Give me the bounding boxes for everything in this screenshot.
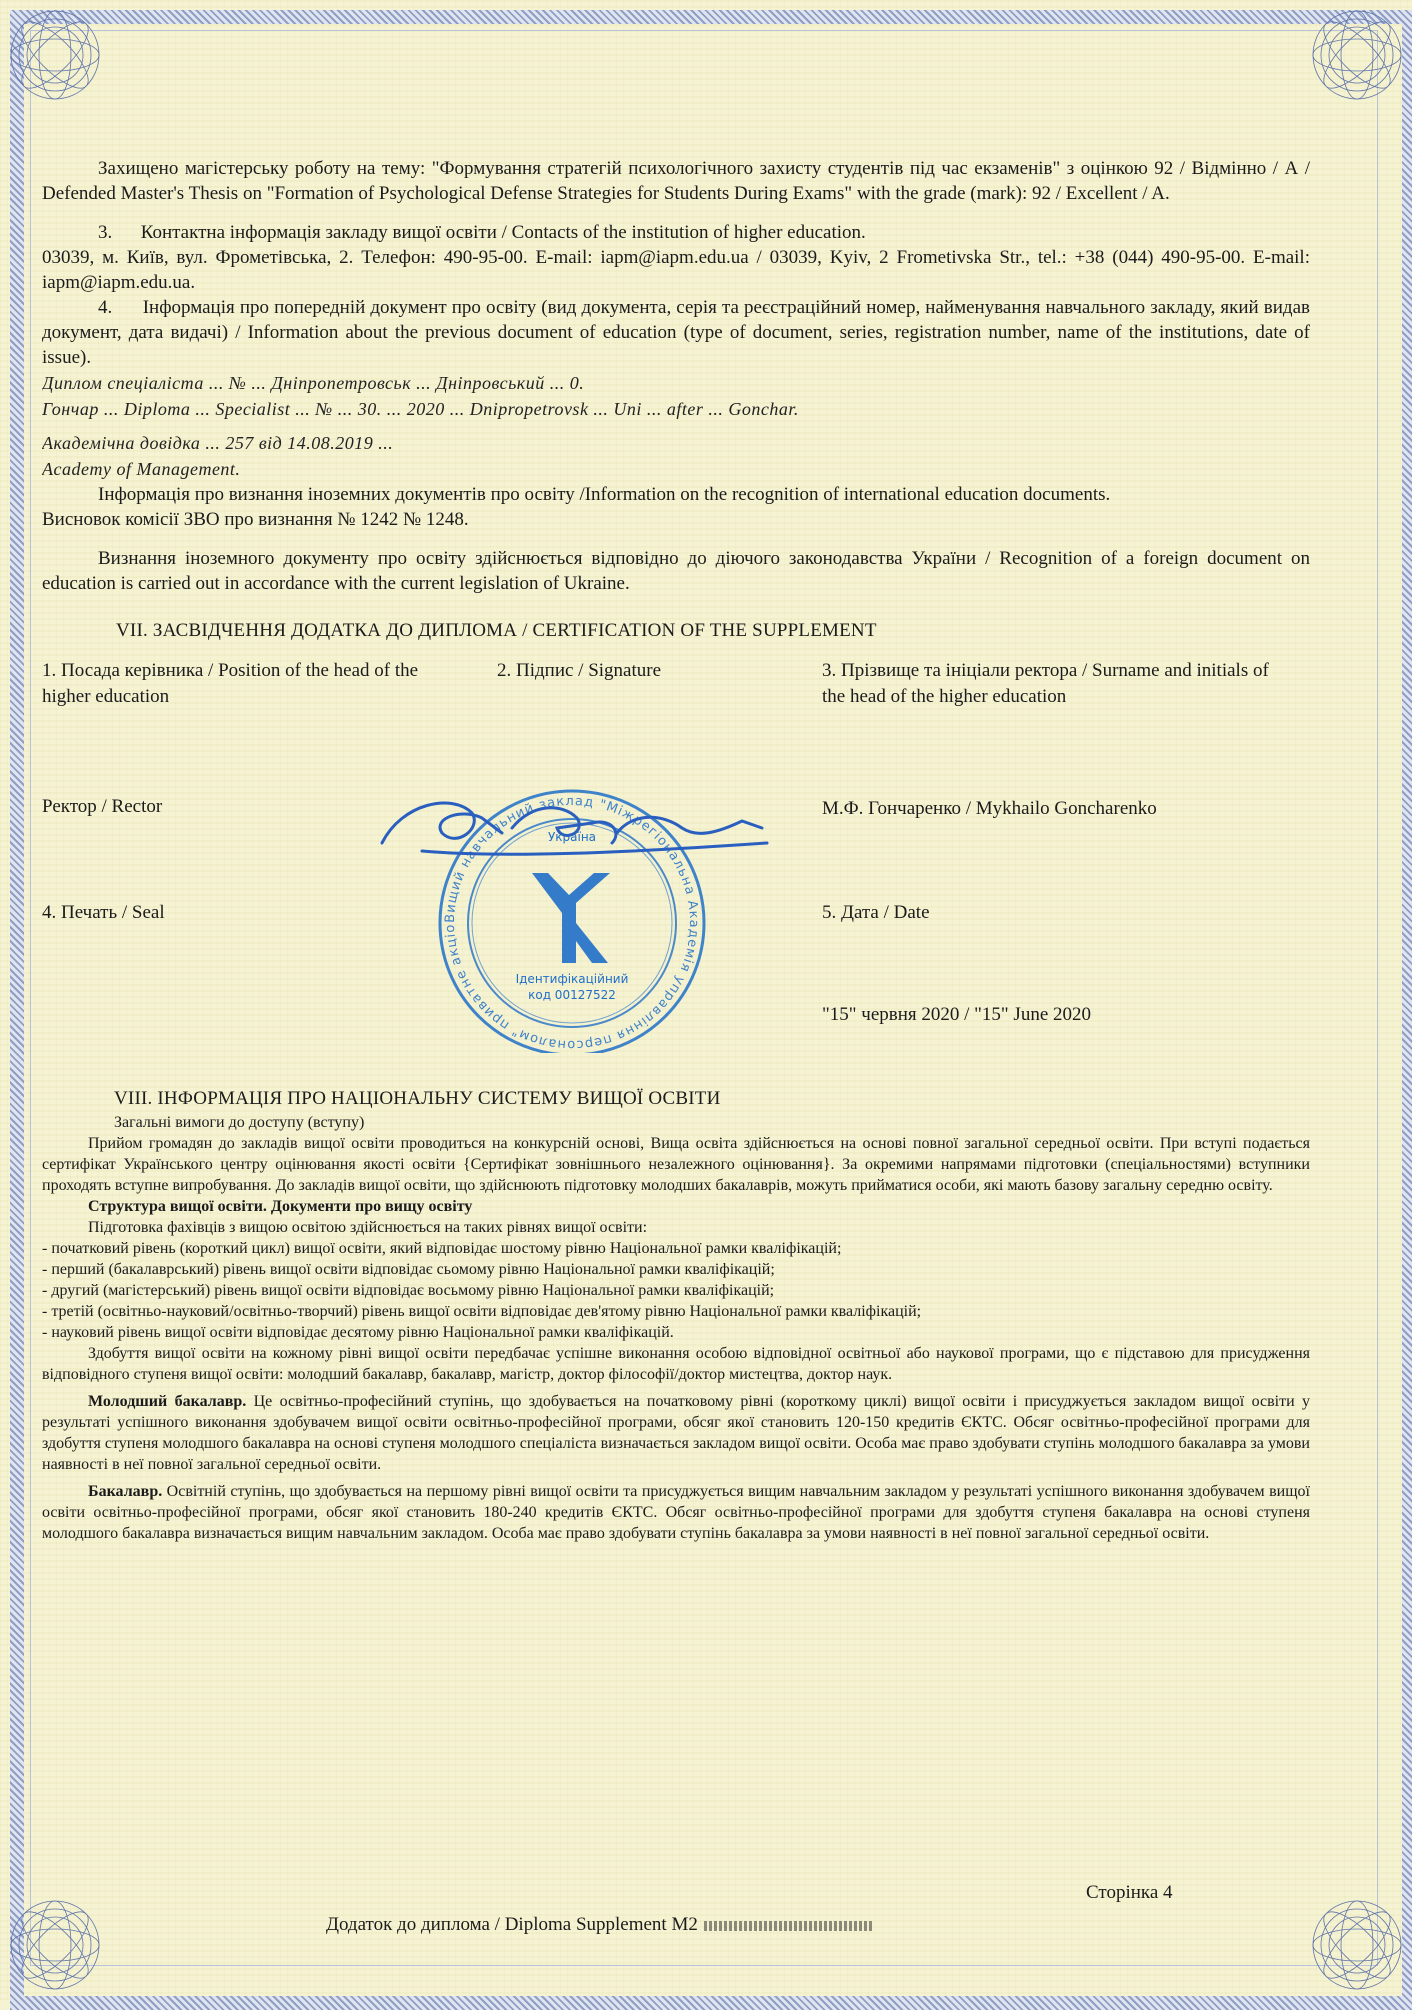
previous-doc-heading: 4. Інформація про попередній документ про освіту (вид документа, серія та реєстраційний номер, найменування навчального закладу, який видав документ, дата видачі) / Information about the previous document of education (type of document, series, registration number, name of the institutions, date of issue).: [42, 297, 1310, 368]
seal-code: код 00127522: [528, 988, 616, 1002]
previous-doc-line-2-text: Гончар ... Diploma ... Specialist ... № ... 30. ... 2020 ... Dnipropetrovsk ... Uni ... after ... Gonchar.: [42, 399, 799, 419]
access-heading: Загальні вимоги до доступу (вступу): [114, 1114, 365, 1131]
level-item: - третій (освітньо-науковий/освітньо-творчий) рівень вищої освіти відповідає дев'ятому рівню Національної рамки кваліфікацій;: [42, 1303, 922, 1320]
recognition-text: Визнання іноземного документу про освіту здійснюється відповідно до діючого законодавства України / Recognition of a foreign document on education is carried out in accordance with the current legislation of Ukraine.: [42, 548, 1310, 594]
level-item: - початковий рівень (короткий цикл) вищої освіти, який відповідає шостому рівню Національної рамки кваліфікацій;: [42, 1240, 842, 1257]
previous-doc-line-3: [42, 430, 1310, 456]
corner-rosette-icon: [0, 0, 110, 110]
rector-position: Ректор / Rector: [42, 796, 163, 817]
certification-grid: [42, 658, 1310, 1078]
date-label: 5. Дата / Date: [822, 902, 930, 923]
previous-doc-line-1-text: Диплом спеціаліста ... № ... Дніпропетровськ ... Дніпровський ... 0.: [42, 373, 585, 393]
thesis-paragraph: Захищено магістерську роботу на тему: "Формування стратегій психологічного захисту студентів під час екзаменів" з оцінкою 92 / Відмінно / А / Defended Master's Thesis on "Formation of Psychological Defense Strategies for Students During Exams" with the grade (mark): 92 / Excellent / A.: [42, 158, 1310, 204]
previous-doc-line-2: [42, 396, 1310, 422]
official-seal: [362, 773, 782, 1053]
previous-doc-line-3-text: Академічна довідка ... 257 від 14.08.2019 ...: [42, 433, 394, 453]
degrees-text: Здобуття вищої освіти на кожному рівні вищої освіти передбачає успішне виконання особою відповідної освітньої або наукової програми, що є підставою для присудження відповідного ступеня вищої освіти: молодший бакалавр, бакалавр, магістр, доктор філософії/доктор мистецтва, доктор наук.: [42, 1345, 1310, 1383]
previous-doc-line-4-text: Academy of Management.: [42, 459, 241, 479]
structure-heading: Структура вищої освіти. Документи про вищу освіту: [88, 1198, 473, 1215]
supplement-label: Додаток до диплома / Diploma Supplement М2: [326, 1914, 698, 1935]
page-number: Сторінка 4: [1086, 1882, 1173, 1903]
seal-country: Україна: [547, 830, 597, 844]
certification-title: VII. ЗАСВІДЧЕННЯ ДОДАТКА ДО ДИПЛОМА / CERTIFICATION OF THE SUPPLEMENT: [116, 620, 877, 641]
national-system-title: VIII. ІНФОРМАЦІЯ ПРО НАЦІОНАЛЬНУ СИСТЕМУ ВИЩОЇ ОСВІТИ: [114, 1088, 721, 1109]
recognition-commission: Висновок комісії ЗВО про визнання № 1242 № 1248.: [42, 509, 469, 530]
supplement-footer: [326, 1914, 874, 1936]
rector-name: М.Ф. Гончаренко / Mykhailo Goncharenko: [822, 798, 1157, 819]
seal-outer-text: Вищий навчальний заклад "Міжрегіональна Академія управління персоналом" приватне акціо: [442, 793, 702, 1053]
bachelor-paragraph: [42, 1481, 1310, 1544]
levels-list: [42, 1238, 1310, 1343]
contacts-heading: 3. Контактна інформація закладу вищої освіти / Contacts of the institution of higher education.: [98, 222, 866, 243]
previous-doc-line-4: [42, 456, 1310, 482]
level-item: - перший (бакалаврський) рівень вищої освіти відповідає сьомому рівню Національної рамки кваліфікацій;: [42, 1261, 775, 1278]
contacts-text: 03039, м. Київ, вул. Фрометівська, 2. Телефон: 490-95-00. E-mail: iapm@iapm.edu.ua / 03039, Kyiv, 2 Frometivska Str., tel.: +38 (044) 490-95-00. E-mail: iapm@iapm.edu.ua.: [42, 247, 1310, 293]
document-content: [42, 156, 1310, 1544]
structure-intro: Підготовка фахівців з вищою освітою здійснюється на таких рівнях вищої освіти:: [88, 1219, 648, 1236]
institution-logo-icon: [532, 873, 610, 963]
rector-signature: [382, 803, 767, 854]
seal-id-label: Ідентифікаційний: [515, 972, 629, 986]
redacted-number: [704, 1921, 874, 1931]
signature-label: 2. Підпис / Signature: [497, 660, 662, 681]
corner-rosette-icon: [0, 1890, 110, 2000]
level-item: - другий (магістерський) рівень вищої освіти відповідає восьмому рівню Національної рамки кваліфікацій;: [42, 1282, 775, 1299]
recognition-heading: Інформація про визнання іноземних документів про освіту /Information on the recognition of international education documents.: [98, 484, 1111, 505]
seal-label: 4. Печать / Seal: [42, 902, 165, 923]
issue-date: "15" червня 2020 / "15" June 2020: [822, 1004, 1091, 1025]
junior-bachelor-text: Це освітньо-професійний ступінь, що здобувається на початковому рівні (короткому циклі) вищої освіти і присуджується закладом вищої освіти у результаті успішного виконання здобувачем вищої освіти освітньо-професійної програми, обсяг якої становить 120-150 кредитів ЄКТС. Обсяг освітньо-професійної програми для здобуття ступеня молодшого бакалавра на основі ступеня молодшого спеціаліста визначається закладом вищої освіти. Особа має право здобувати ступінь молодшого бакалавра за умови наявності в неї повної загальної середньої освіти.: [42, 1393, 1311, 1473]
corner-rosette-icon: [1302, 1890, 1412, 2000]
level-item: - науковий рівень вищої освіти відповідає десятому рівню Національної рамки кваліфікацій.: [42, 1324, 674, 1341]
access-text: Прийом громадян до закладів вищої освіти проводиться на конкурсній основі, Вища освіта здійснюється на основі повної загальної середньої освіти. При вступі подається сертифікат Українського центру оцінювання якості освіти {Сертифікат зовнішнього незалежного оцінювання}. За окремими напрямами підготовки (спеціальностями) вступники проходять вступне випробування. До закладів вищої освіти, що здійснюють підготовку молодших бакалаврів, можуть прийматися особи, які мають базову загальну середню освіту.: [42, 1135, 1310, 1194]
previous-doc-line-1: [42, 370, 1310, 396]
rector-name-label: 3. Прізвище та ініціали ректора / Surname and initials of the head of the higher education: [822, 660, 1269, 707]
seal-and-signature: [362, 773, 782, 1053]
position-label: 1. Посада керівника / Position of the head of the higher education: [42, 660, 419, 707]
junior-bachelor-paragraph: [42, 1391, 1310, 1475]
bachelor-text: Освітній ступінь, що здобувається на першому рівні вищої освіти та присуджується вищим навчальним закладом у результаті успішного виконання здобувачем вищої освіти освітньо-професійної програми, обсяг якої становить 180-240 кредитів ЄКТС. Обсяг освітньо-професійної програми для здобуття ступеня бакалавра на основі ступеня молодшого бакалавра визначається вищим навчальним закладом. Особа має право здобувати ступінь бакалавра за умови наявності в неї повної загальної середньої освіти.: [42, 1483, 1310, 1542]
junior-bachelor-term: Молодший бакалавр.: [88, 1393, 247, 1410]
corner-rosette-icon: [1302, 0, 1412, 110]
bachelor-term: Бакалавр.: [88, 1483, 163, 1500]
